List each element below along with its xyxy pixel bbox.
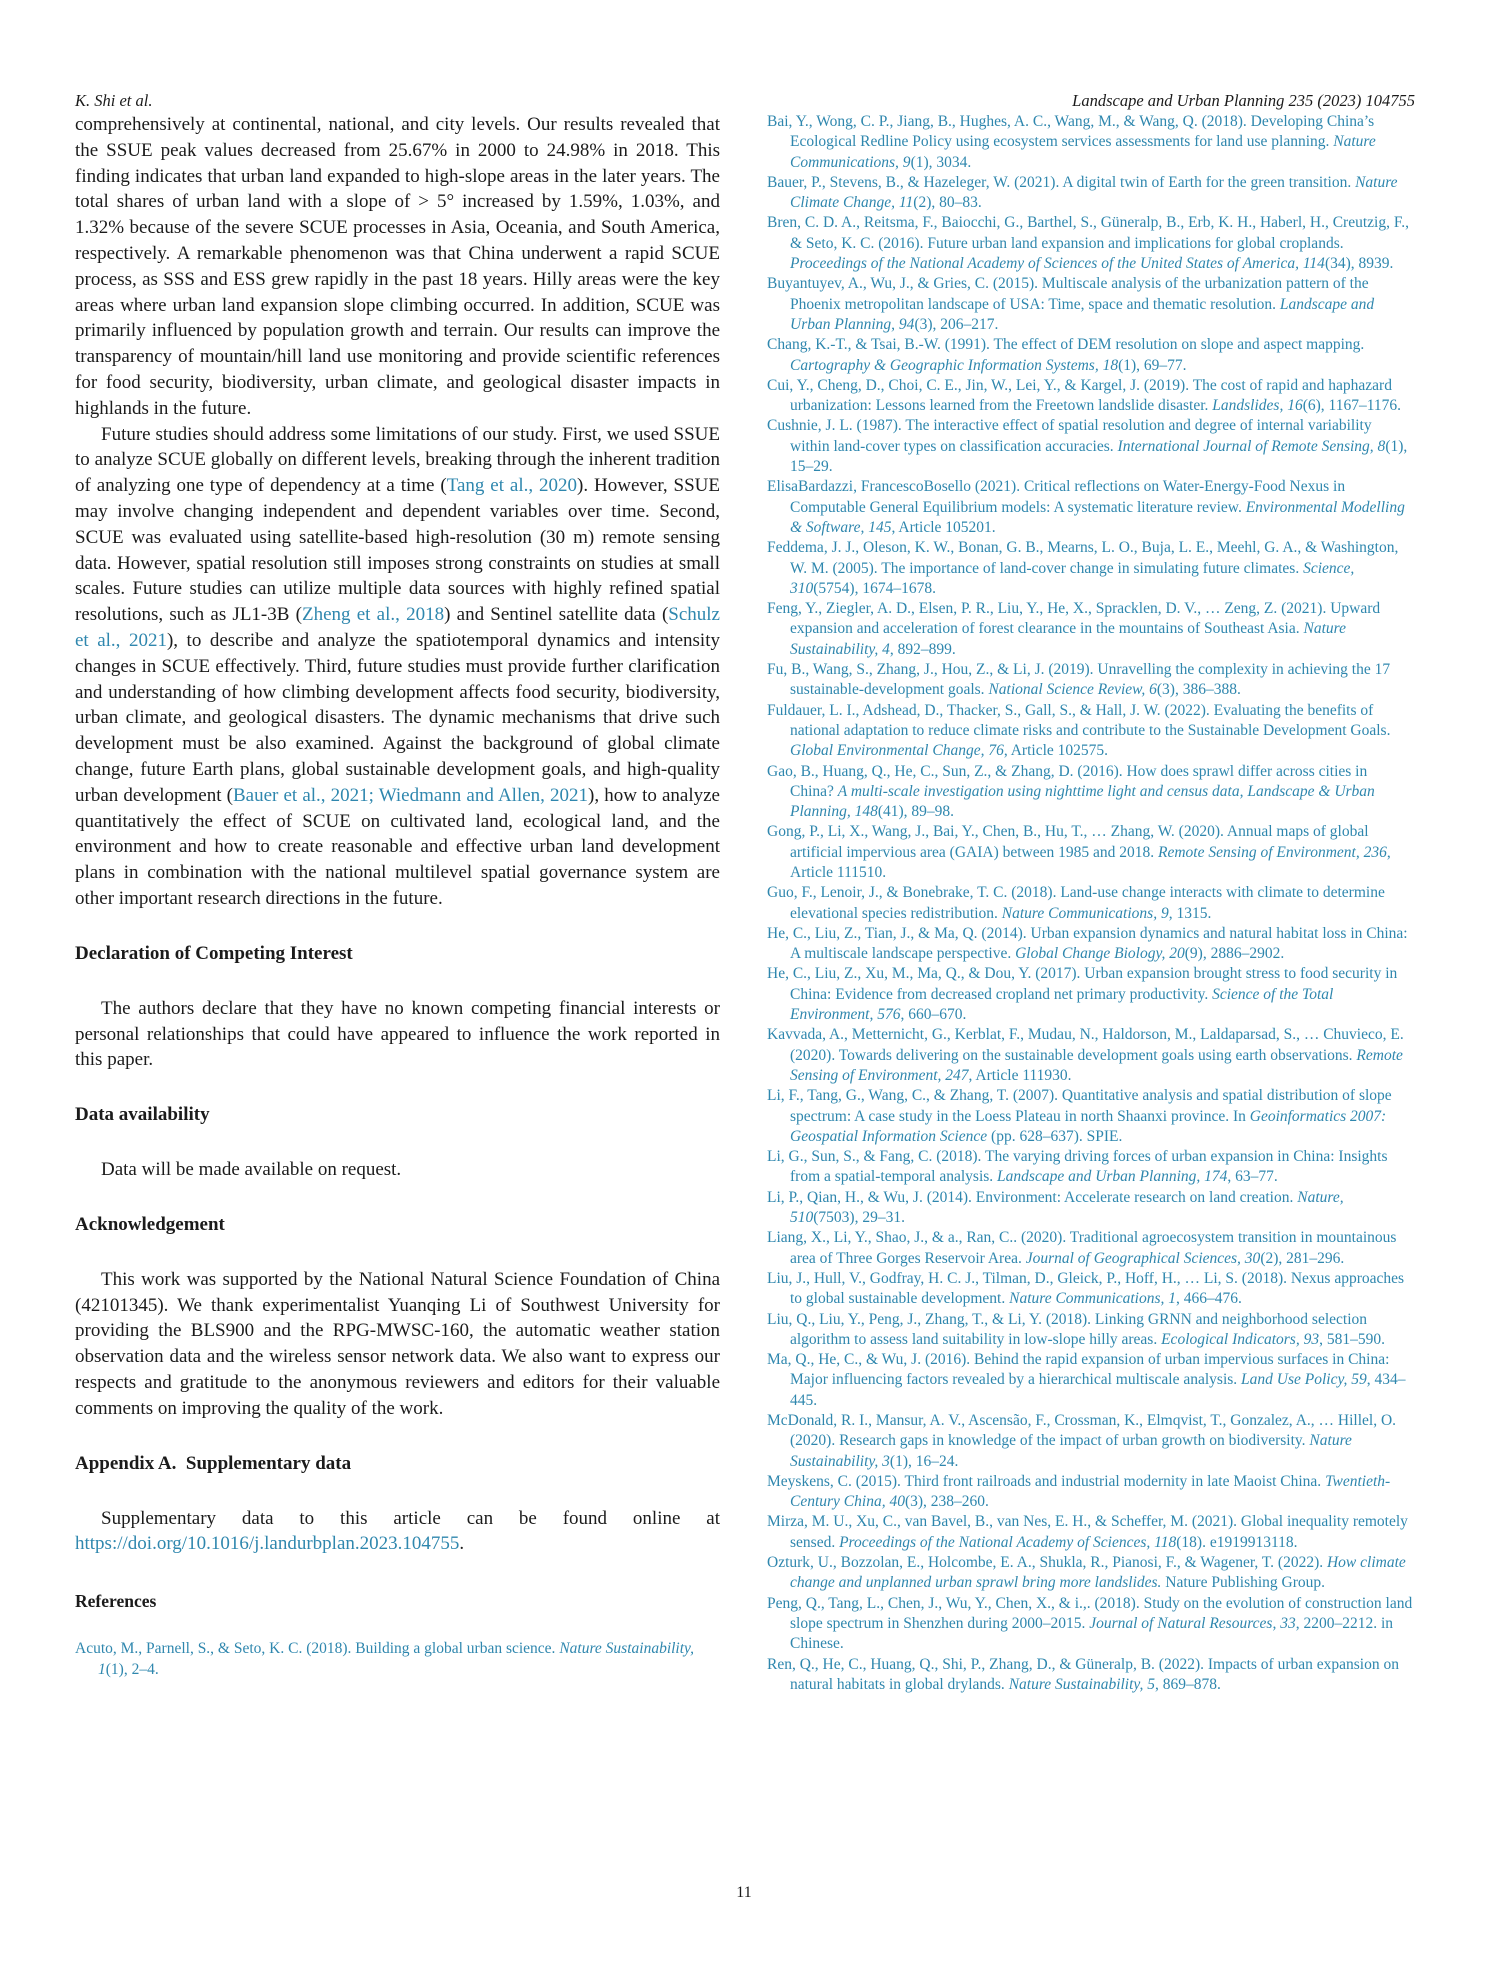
text-run: (34), 8939. — [1324, 255, 1394, 273]
text-run: Bren, C. D. A., Reitsma, F., Baiocchi, G., Barthel, S., Güneralp, B., Erb, K. H., Haberl, H., Creutzig, F., & Seto, K. C. (2016). Future urban land expansion and implications for global croplands. — [767, 214, 1409, 252]
text-run: Ozturk, U., Bozzolan, E., Holcombe, E. A., Shukla, R., Pianosi, F., & Wagener, T. (2022). — [767, 1554, 1327, 1572]
text-run: Mirza, M. U., Xu, C., van Bavel, B., van Nes, E. H., & Scheffer, M. (2021). Global inequality remotely sensed. — [767, 1513, 1408, 1551]
text-run: (pp. 628–637). SPIE. — [987, 1127, 1123, 1145]
text-run: Cui, Y., Cheng, D., Choi, C. E., Jin, W., Lei, Y., & Kargel, J. (2019). The cost of rapid and haphazard urbanization: Lessons learned from the Freetown landslide disaster. — [767, 376, 1392, 415]
reference-entry — [767, 1655, 1415, 1696]
text-run: , 466–476. — [1176, 1290, 1242, 1308]
text-run: , 660–670. — [900, 1006, 967, 1024]
italic-text: Remote Sensing of Environment, 247 — [790, 1046, 1403, 1084]
reference-entry — [767, 1553, 1415, 1594]
future-studies-paragraph — [75, 422, 720, 912]
text-run: (1), 15–29. — [790, 437, 1408, 476]
italic-text: Nature, 510 — [790, 1188, 1344, 1227]
text-run: Meyskens, C. (2015). Third front railroads and industrial modernity in late Maoist China. — [767, 1472, 1326, 1490]
reference-entry — [767, 538, 1415, 599]
italic-text: Nature Communications, 9 — [1001, 904, 1169, 922]
two-column-body — [75, 112, 1415, 1695]
italic-text: Environmental Modelling & Software, 145 — [790, 498, 1405, 536]
text-run: Supplementary data to this article can be found online at — [101, 1507, 720, 1529]
conclusion-paragraph — [75, 112, 720, 422]
reference-entry — [767, 822, 1415, 883]
reference-entry — [767, 964, 1415, 1025]
text-run: (2), 281–296. — [1260, 1249, 1345, 1267]
text-run: , 892–899. — [889, 640, 956, 658]
reference-entry — [767, 213, 1415, 274]
text-run: Future studies should address some limitations of our study. First, we used SSUE to analyze SCUE globally on different levels, breaking through the inherent tradition of analyzing one type of dependency at a time ( — [75, 423, 720, 497]
reference-entry — [767, 1086, 1415, 1147]
text-run: Bauer, P., Stevens, B., & Hazeleger, W. (2021). A digital twin of Earth for the green transition. — [767, 173, 1356, 191]
italic-text: Global Change Biology, 20 — [1015, 945, 1185, 963]
italic-text: National Science Review, 6 — [988, 681, 1157, 699]
reference-entry — [767, 112, 1415, 173]
italic-text: International Journal of Remote Sensing, 8 — [1117, 437, 1386, 455]
italic-text: Nature Climate Change, 11 — [790, 173, 1398, 212]
text-run: , Article 105201. — [891, 518, 996, 536]
italic-text: Nature Sustainability, 4 — [790, 620, 1346, 658]
section-heading-data-availability: Data availability — [75, 1104, 210, 1126]
text-run: Liang, X., Li, Y., Shao, J., & a., Ran, C.. (2020). Traditional agroecosystem transition in mountainous area of Three Gorges Reservoir Area. — [767, 1229, 1397, 1267]
italic-text: Landscape and Urban Planning, 174 — [997, 1168, 1228, 1186]
running-head-journal: Landscape and Urban Planning 235 (2023) 104755 — [1072, 91, 1415, 110]
italic-text: Nature Communications, 1 — [1009, 1290, 1177, 1308]
section-heading-acknowledgement: Acknowledgement — [75, 1213, 225, 1235]
reference-entry — [767, 1269, 1415, 1310]
text-run: Li, F., Tang, G., Wang, C., & Zhang, T. (2007). Quantitative analysis and spatial distribution of slope spectrum: A case study in the Loess Plateau in north Shaanxi province. In — [767, 1087, 1392, 1125]
text-run: , 869–878. — [1154, 1675, 1221, 1693]
citation-link[interactable]: Tang et al., 2020 — [446, 475, 578, 497]
reference-entry — [767, 1350, 1415, 1411]
doi-link[interactable]: https://doi.org/10.1016/j.landurbplan.2023.104755 — [75, 1533, 460, 1555]
page-number: 11 — [736, 1884, 752, 1901]
italic-text: Nature Communications, 9 — [790, 133, 1376, 171]
reference-entry — [767, 1147, 1415, 1188]
italic-text: How climate change and unplanned urban sprawl bring more landslides. — [790, 1554, 1406, 1592]
text-run: , 1315. — [1168, 904, 1212, 922]
citation-link[interactable]: Schulz et al., 2021 — [75, 604, 720, 651]
reference-entry — [767, 1228, 1415, 1269]
text-run: Data will be made available on request. — [101, 1159, 402, 1181]
italic-text: Nature Sustainability, 5 — [1008, 1675, 1155, 1693]
text-run: comprehensively at continental, national, and city levels. Our results revealed that the SSUE peak values decreased from 25.67% in 2000 to 24.98% in 2018. This finding indicates that urban land expanded to high-slope areas in the later years. The total shares of urban land with a slope of > 5° increased by 1.59%, 1.03%, and 1.32% because of the severe SCUE processes in Asia, Oceania, and South America, respectively. A remarkable phenomenon was that China underwent a rapid SCUE process, as SSS and ESS grew rapidly in the past 18 years. Hilly areas were the key areas where urban land expansion slope climbing occurred. In addition, SCUE was primarily influenced by population growth and terrain. Our results can improve the transparency of mountain/hill land use monitoring and provide scientific references for food security, biodiversity, urban climate, and geological disaster impacts in highlands in the future. — [75, 114, 720, 419]
text-run: (1), 3034. — [910, 153, 972, 171]
italic-text: Proceedings of the National Academy of Sciences of the United States of America, 114 — [790, 255, 1325, 273]
text-run: , Article 102575. — [1003, 742, 1109, 760]
text-run: He, C., Liu, Z., Xu, M., Ma, Q., & Dou, Y. (2017). Urban expansion brought stress to food security in China: Evidence from decreased cropland net primary productivity. — [767, 965, 1398, 1003]
text-run: Feng, Y., Ziegler, A. D., Elsen, P. R., Liu, Y., He, X., Spracklen, D. V., … Zeng, Z. (2021). Upward expansion and acceleration of forest clearance in the mountains of Southeast Asia. — [767, 600, 1381, 638]
running-head-author: K. Shi et al. — [75, 91, 153, 110]
citation-link[interactable]: Bauer et al., 2021; Wiedmann and Allen, 2021 — [232, 784, 589, 806]
italic-text: Nature Sustainability, 3 — [790, 1432, 1352, 1470]
text-run: (1), 2–4. — [105, 1660, 159, 1678]
appendix-paragraph — [75, 1506, 720, 1558]
data-availability-paragraph — [75, 1157, 720, 1183]
italic-text: Cartography & Geographic Information Systems, 18 — [790, 356, 1119, 374]
italic-text: Land Use Policy, 59 — [1241, 1371, 1367, 1389]
reference-entry — [767, 1512, 1415, 1553]
section-heading-appendix-a: Appendix A. Supplementary data — [75, 1452, 352, 1474]
italic-text: Ecological Indicators, 93 — [1161, 1330, 1320, 1348]
italic-text: Global Environmental Change, 76 — [790, 742, 1004, 760]
section-heading-declaration: Declaration of Competing Interest — [75, 942, 353, 964]
text-run: , Article 111930. — [968, 1066, 1072, 1084]
reference-entry — [767, 883, 1415, 924]
reference-entry — [767, 335, 1415, 376]
italic-text: Nature Sustainability, 1 — [98, 1640, 694, 1678]
reference-entry — [767, 1472, 1415, 1513]
text-run: , 581–590. — [1319, 1330, 1385, 1348]
reference-entry — [75, 1639, 720, 1680]
italic-text: Remote Sensing of Environment, 236 — [1158, 843, 1387, 861]
text-run: (1), 69–77. — [1118, 356, 1187, 374]
text-run: ElisaBardazzi, FrancescoBosello (2021). Critical reflections on Water-Energy-Food Nexus in Computable General Equilibrium models: A systematic literature review. — [767, 478, 1346, 516]
text-run: Nature Publishing Group. — [1161, 1574, 1326, 1592]
text-run: Bai, Y., Wong, C. P., Jiang, B., Hughes, A. C., Wang, M., & Wang, Q. (2018). Developing China’s Ecological Redline Policy using ecosystem services assessments for land use planning. — [767, 113, 1375, 151]
text-run: (9), 2886–2902. — [1184, 945, 1285, 963]
text-run: , Article 111510. — [790, 843, 1391, 881]
citation-link[interactable]: Zheng et al., 2018 — [301, 604, 445, 626]
reference-entry — [767, 1188, 1415, 1229]
text-run: Buyantuyev, A., Wu, J., & Gries, C. (2015). Multiscale analysis of the urbanization pattern of the Phoenix metropolitan landscape of USA: Time, space and thematic resolution. — [767, 275, 1369, 313]
text-run: Kavvada, A., Metternicht, G., Kerblat, F., Mudau, N., Haldorson, M., Laldaparsad, S., … Chuvieco, E. (2020). Towards delivering on the sustainable development goals using earth observations. — [767, 1026, 1404, 1064]
italic-text: Science, 310 — [790, 559, 1355, 597]
text-run: Cushnie, J. L. (1987). The interactive effect of spatial resolution and degree of internal variability within land-cover types on classification accuracies. — [767, 417, 1372, 455]
reference-entry — [767, 924, 1415, 965]
reference-entry — [767, 1594, 1415, 1655]
section-heading-references: References — [75, 1591, 157, 1612]
reference-entry — [767, 1025, 1415, 1086]
reference-entry — [767, 1310, 1415, 1351]
right-column-references — [767, 112, 1415, 1695]
text-run: Guo, F., Lenoir, J., & Bonebrake, T. C. (2018). Land-use change interacts with climate to determine elevational species redistribution. — [767, 884, 1385, 922]
text-run: (3), 206–217. — [914, 315, 999, 333]
text-run: , 434–445. — [790, 1371, 1406, 1409]
text-run: (3), 238–260. — [904, 1493, 989, 1511]
acknowledgement-paragraph — [75, 1267, 720, 1422]
declaration-paragraph — [75, 996, 720, 1073]
text-run: (1), 16–24. — [889, 1452, 959, 1470]
text-run: , 63–77. — [1227, 1168, 1278, 1186]
italic-text: Geoinformatics 2007: Geospatial Information Science — [790, 1107, 1387, 1145]
italic-text: Science of the Total Environment, 576 — [790, 985, 1334, 1024]
text-run: . — [459, 1533, 465, 1555]
text-run: Li, P., Qian, H., & Wu, J. (2014). Environment: Accelerate research on land creation. — [767, 1188, 1298, 1206]
text-run: (3), 386–388. — [1156, 681, 1241, 699]
left-column — [75, 112, 720, 1695]
text-run: Feddema, J. J., Oleson, K. W., Bonan, G. B., Mearns, L. O., Buja, L. E., Meehl, G. A., & Washington, W. M. (2005). The importance of land-cover change in simulating future climates. — [767, 539, 1399, 577]
italic-text: A multi-scale investigation using nighttime light and census data, Landscape & Urban Planning, 148 — [790, 782, 1375, 821]
italic-text: Landscape and Urban Planning, 94 — [790, 295, 1375, 333]
text-run: Peng, Q., Tang, L., Chen, J., Wu, Y., Chen, X., & i.,. (2018). Study on the evolution of construction land slope spectrum in Shenzhen during 2000–2015. — [767, 1594, 1413, 1632]
text-run: (41), 89–98. — [877, 803, 955, 821]
italic-text: Journal of Natural Resources, 33 — [1089, 1614, 1296, 1632]
reference-entry — [767, 660, 1415, 701]
text-run: (5754), 1674–1678. — [813, 579, 936, 597]
reference-entry — [767, 477, 1415, 538]
text-run: Chang, K.-T., & Tsai, B.-W. (1991). The effect of DEM resolution on slope and aspect mapping. — [767, 336, 1365, 354]
reference-entry — [767, 1411, 1415, 1472]
text-run: Ma, Q., He, C., & Wu, J. (2016). Behind the rapid expansion of urban impervious surfaces in China: Major influencing factors revealed by a hierarchical multiscale analysis. — [767, 1351, 1390, 1389]
text-run: Gao, B., Huang, Q., He, C., Sun, Z., & Zhang, D. (2016). How does sprawl differ across cities in China? — [767, 762, 1368, 800]
italic-text: Landslides, 16 — [1212, 397, 1303, 415]
italic-text: Proceedings of the National Academy of Sciences, 118 — [839, 1533, 1177, 1551]
reference-entry — [767, 274, 1415, 335]
text-run: ), to describe and analyze the spatiotemporal dynamics and intensity changes in SCUE effectively. Third, future studies must provide further clarification and understanding of how climbing development affects food security, biodiversity, urban climate, and geological disasters. The dynamic mechanisms that drive such development must be also examined. Against the background of global climate change, future Earth plans, global sustainable development goals, and high-quality urban development ( — [75, 629, 720, 806]
reference-entry — [767, 173, 1415, 214]
text-run: This work was supported by the National Natural Science Foundation of China (42101345). We thank experimentalist Yuanqing Li of Southwest University for providing the BLS900 and the RPG-MWSC-160, the automatic weather station observation data and the wireless sensor network data. We also want to express our respects and gratitude to the anonymous reviewers and editors for their valuable comments on improving the quality of the work. — [75, 1268, 720, 1419]
text-run: (7503), 29–31. — [813, 1209, 905, 1227]
text-run: The authors declare that they have no known competing financial interests or personal relationships that could have appeared to influence the work reported in this paper. — [75, 997, 720, 1071]
text-run: ), how to analyze quantitatively the effect of SCUE on cultivated land, ecological land, and the environment and how to create reasonable and effective urban land development plans in combination with the national multilevel spatial governance system are other important research directions in the future. — [75, 784, 720, 909]
text-run: Li, G., Sun, S., & Fang, C. (2018). The varying driving forces of urban expansion in China: Insights from a spatial-temporal analysis. — [767, 1148, 1388, 1186]
text-run: Fu, B., Wang, S., Zhang, J., Hou, Z., & Li, J. (2019). Unravelling the complexity in achieving the 17 sustainable-development goals. — [767, 661, 1391, 699]
text-run: Fuldauer, L. I., Adshead, D., Thacker, S., Gall, S., & Hall, J. W. (2022). Evaluating the benefits of national adaptation to reduce climate risks and contribute to the Sustainable Development Goals. — [767, 701, 1391, 739]
text-run: (2), 80–83. — [913, 194, 982, 212]
text-run: Gong, P., Li, X., Wang, J., Bai, Y., Chen, B., Hu, T., … Zhang, W. (2020). Annual maps of global artificial impervious area (GAIA) between 1985 and 2018. — [767, 823, 1369, 861]
reference-entry — [767, 762, 1415, 823]
reference-entry — [767, 599, 1415, 660]
text-run: He, C., Liu, Z., Tian, J., & Ma, Q. (2014). Urban expansion dynamics and natural habitat loss in China: A multiscale landscape perspective. — [767, 924, 1408, 963]
text-run: ) and Sentinel satellite data ( — [444, 604, 669, 626]
text-run: (18). e1919913118. — [1176, 1533, 1298, 1551]
running-head — [75, 92, 1415, 110]
text-run: Liu, Q., Liu, Y., Peng, J., Zhang, T., & Li, Y. (2018). Linking GRNN and neighborhood selection algorithm to assess land suitability in low-slope hilly areas. — [767, 1310, 1367, 1348]
text-run: (6), 1167–1176. — [1302, 397, 1402, 415]
reference-entry — [767, 701, 1415, 762]
text-run: McDonald, R. I., Mansur, A. V., Ascensão, F., Crossman, K., Elmqvist, T., Gonzalez, A., … Hillel, O. (2020). Research gaps in knowledge of the impact of urban growth on biodiversity. — [767, 1412, 1397, 1450]
italic-text: Twentieth-Century China, 40 — [790, 1472, 1391, 1511]
text-run: , 2200–2212. in Chinese. — [790, 1614, 1394, 1653]
italic-text: Journal of Geographical Sciences, 30 — [1025, 1249, 1261, 1267]
reference-entry — [767, 416, 1415, 477]
text-run: Acuto, M., Parnell, S., & Seto, K. C. (2018). Building a global urban science. — [75, 1640, 560, 1658]
text-run: Ren, Q., He, C., Huang, Q., Shi, P., Zhang, D., & Güneralp, B. (2022). Impacts of urban expansion on natural habitats in global drylands. — [767, 1655, 1399, 1693]
reference-entry — [767, 376, 1415, 417]
text-run: Liu, J., Hull, V., Godfray, H. C. J., Tilman, D., Gleick, P., Hoff, H., … Li, S. (2018). Nexus approaches to global sustainable development. — [767, 1269, 1405, 1308]
text-run: ). However, SSUE may involve changing independent and dependent variables over time. Second, SCUE was evaluated using satellite-based high-resolution (30 m) remote sensing data. However, spatial resolution still imposes strong constraints on studies at small scales. Future studies can utilize multiple data sources with highly refined spatial resolutions, such as JL1-3B ( — [75, 475, 720, 626]
